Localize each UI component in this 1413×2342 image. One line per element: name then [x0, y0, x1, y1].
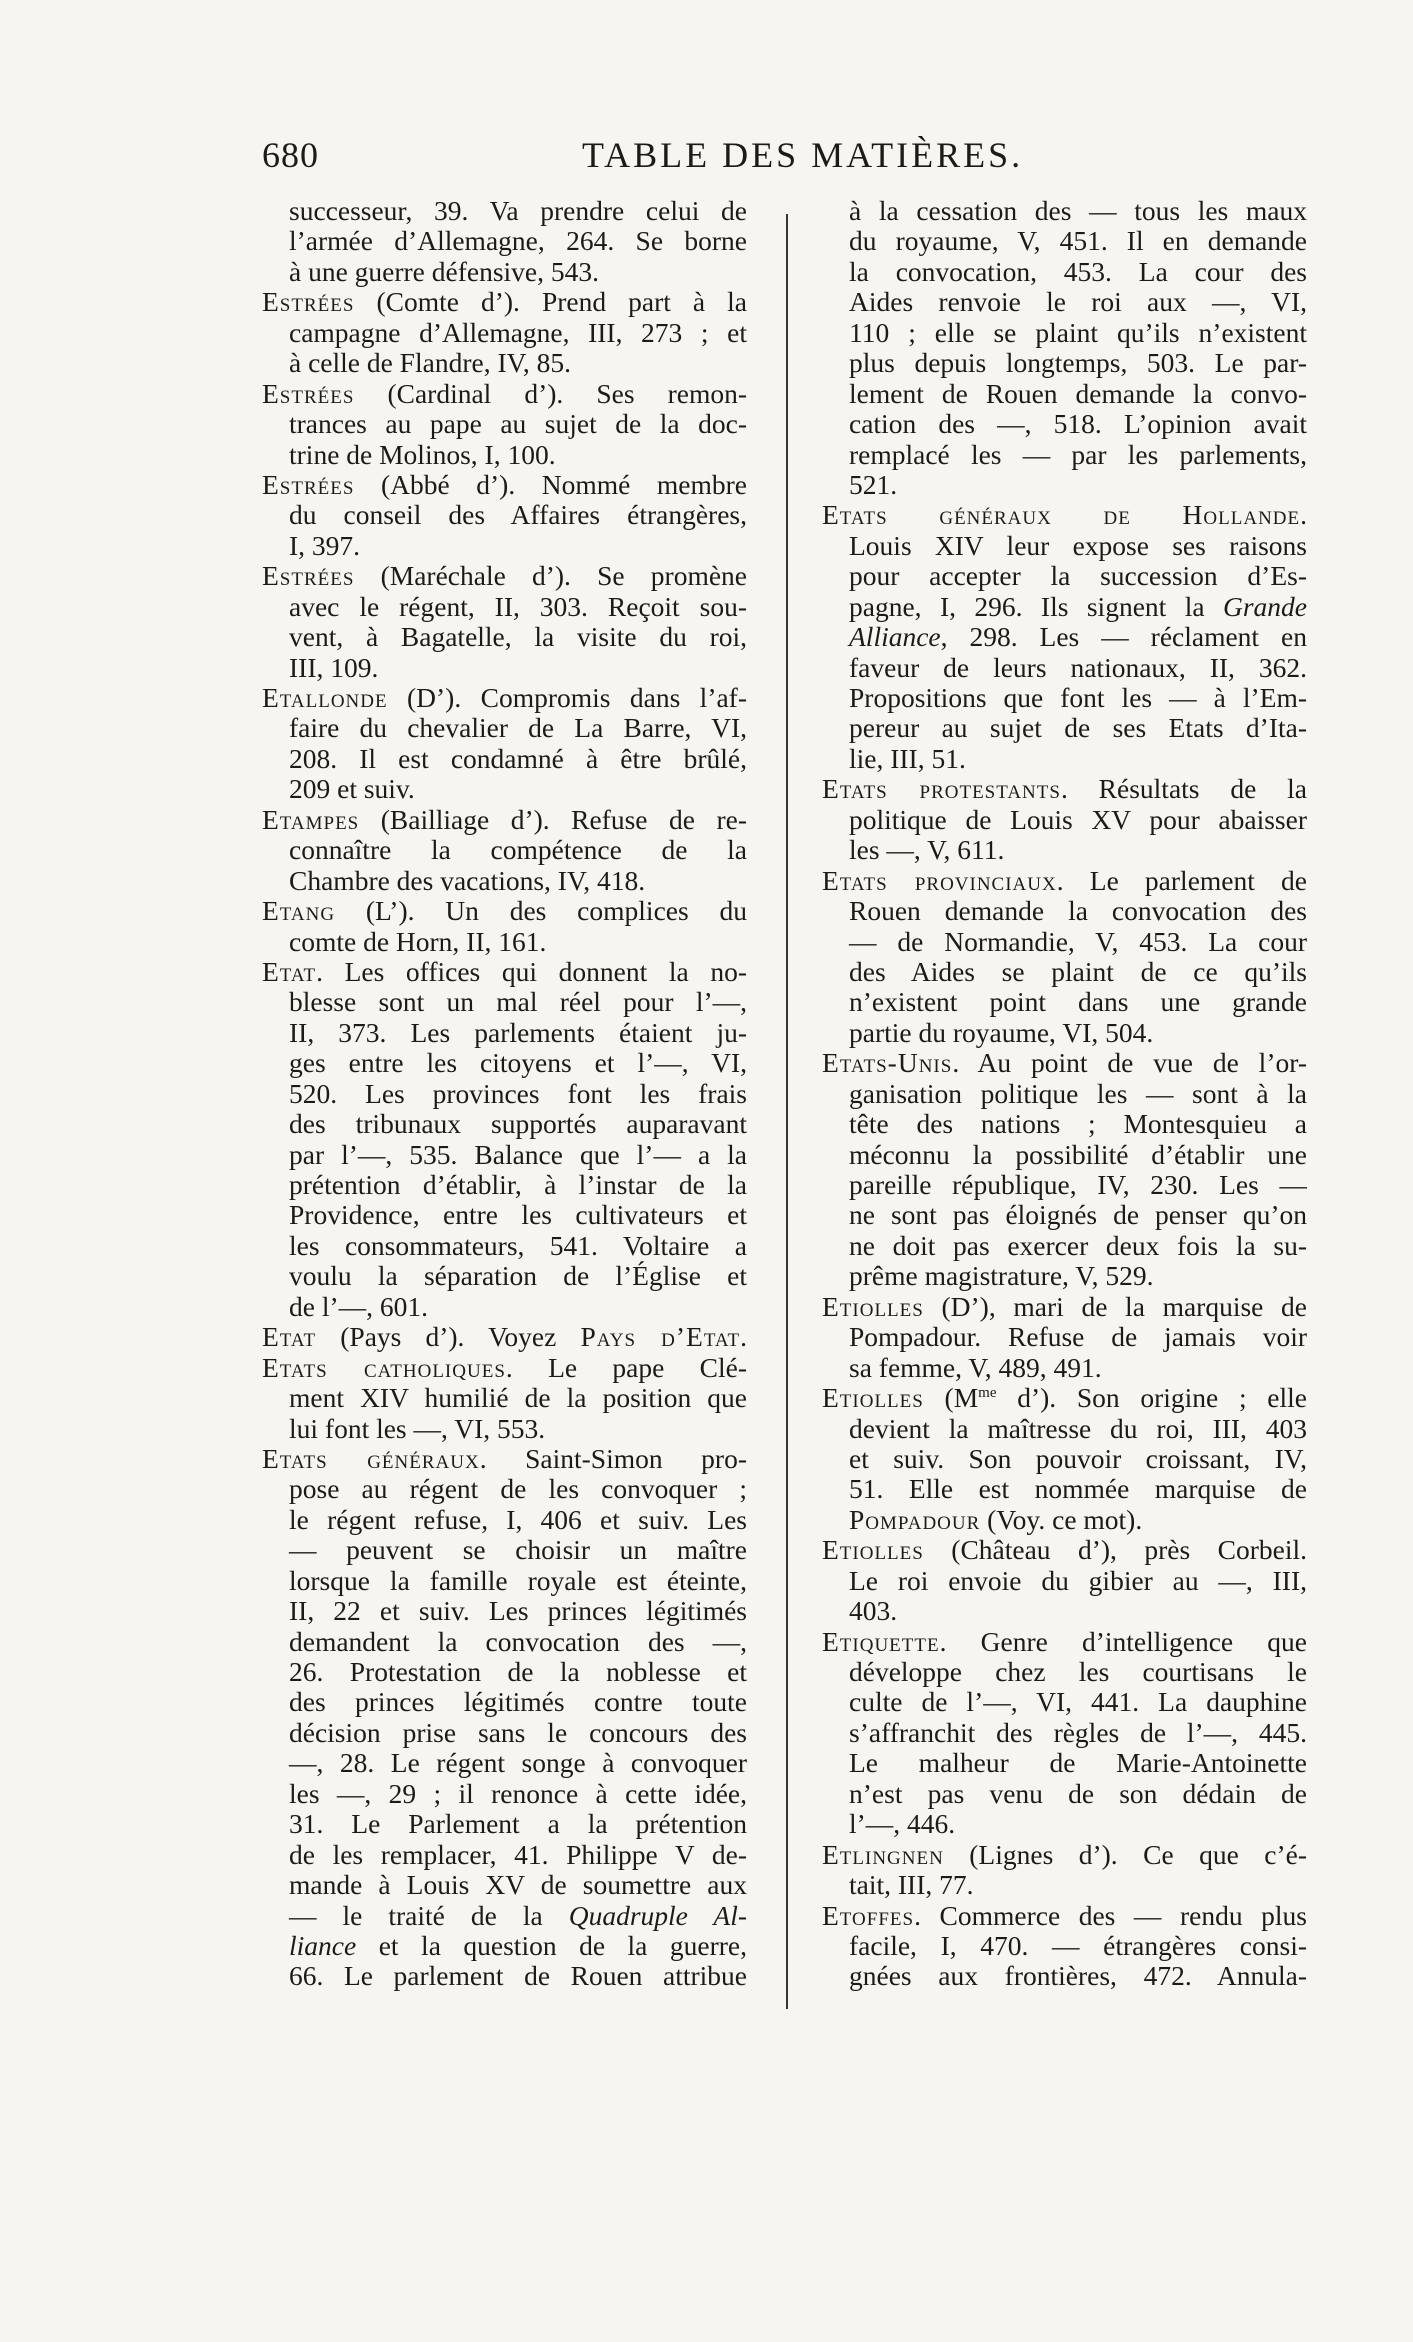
entry-text: plus depuis longtemps, 503. Le par- [849, 348, 1307, 379]
entry-text: l’—, 446. [849, 1809, 956, 1840]
entry-text: à la cessation des — tous les maux [849, 196, 1307, 226]
text-line [262, 1657, 747, 1687]
text-line [262, 440, 747, 470]
entry-text: (Comte d’). Prend part à la [354, 287, 747, 318]
entry-heading: Estrées [262, 561, 355, 592]
entry-text: 31. Le Parlement a la prétention [289, 1809, 747, 1840]
entry-text: avec le régent, II, 303. Reçoit sou- [289, 591, 747, 622]
entry-text: ganisation politique les — sont à la [849, 1078, 1307, 1109]
text-line [822, 805, 1307, 835]
text-line [262, 957, 747, 987]
right-column [822, 196, 1307, 1992]
text-line [822, 1048, 1307, 1078]
entry-heading: Etiolles [822, 1535, 924, 1566]
entry-heading: Estrées [262, 469, 355, 500]
text-line [822, 1383, 1307, 1413]
entry-heading: Estrées [262, 378, 355, 409]
text-line [262, 287, 747, 317]
text-line [262, 1261, 747, 1291]
text-line [822, 1535, 1307, 1565]
entry-text: vent, à Bagatelle, la visite du roi, [289, 622, 747, 653]
text-line [262, 318, 747, 348]
entry-heading: Estrées [262, 287, 355, 318]
text-line [822, 622, 1307, 652]
text-line [822, 1687, 1307, 1717]
text-line [822, 713, 1307, 743]
text-line [262, 1353, 747, 1383]
entry-text: lorsque la famille royale est éteinte, [289, 1565, 747, 1596]
entry-text: (Cardinal d’). Ses remon- [354, 378, 747, 409]
text-line [262, 1140, 747, 1170]
text-line [822, 348, 1307, 378]
text-line [262, 561, 747, 591]
entry-text: (D’). Compromis dans l’af- [387, 683, 747, 713]
entry-text: . Le pape Clé- [505, 1352, 747, 1383]
text-line [822, 1474, 1307, 1504]
text-line [262, 653, 747, 683]
entry-text: (Lignes d’). Ce que c’é- [943, 1839, 1307, 1870]
text-line [822, 379, 1307, 409]
entry-text: II, 22 et suiv. Les princes légitimés [289, 1596, 747, 1627]
entry-heading: Etats provinciaux [822, 865, 1057, 896]
entry-text: faire du chevalier de La Barre, VI, [289, 713, 747, 744]
entry-text: . Au point de vue de l’or- [952, 1048, 1307, 1079]
entry-text: mande à Louis XV de soumettre aux [289, 1870, 747, 1901]
text-line [822, 1261, 1307, 1291]
text-line [262, 1718, 747, 1748]
text-line [822, 287, 1307, 317]
text-line [822, 500, 1307, 530]
text-line [822, 1322, 1307, 1352]
entry-text: les —, 29 ; il renonce à cette idée, [289, 1778, 747, 1809]
entry-text: (L’). Un des complices du [335, 896, 747, 927]
text-line [822, 1444, 1307, 1474]
text-line [262, 1687, 747, 1717]
text-line [822, 1657, 1307, 1687]
text-line [262, 1414, 747, 1444]
text-line [822, 1596, 1307, 1626]
text-line [822, 927, 1307, 957]
entry-text: Propositions que font les — à l’Em- [849, 683, 1307, 713]
entry-text: pareille république, IV, 230. Les — [849, 1170, 1307, 1200]
entry-text: blesse sont un mal réel pour l’—, [289, 987, 747, 1018]
text-line [262, 1870, 747, 1900]
entry-text: culte de l’—, VI, 441. La dauphine [849, 1687, 1307, 1718]
text-line [822, 196, 1307, 226]
text-line [262, 500, 747, 530]
entry-text: ne sont pas éloignés de penser qu’on [849, 1200, 1307, 1231]
text-line [822, 1840, 1307, 1870]
entry-heading: Etoffes [822, 1900, 915, 1931]
entry-text: la convocation, 453. La cour des [849, 256, 1307, 287]
text-line [262, 1474, 747, 1504]
text-line [262, 744, 747, 774]
text-line [822, 257, 1307, 287]
text-line [262, 196, 747, 226]
entry-text: 521. [849, 469, 898, 500]
text-line [262, 1840, 747, 1870]
entry-heading: Etiolles [822, 1291, 924, 1322]
text-line [262, 1170, 747, 1200]
text-line [262, 1383, 747, 1413]
text-line [262, 470, 747, 500]
entry-heading: Etats généraux [262, 1443, 480, 1474]
entry-text: pereur au sujet de ses Etats d’Ita- [849, 713, 1307, 744]
entry-text: lui font les —, VI, 553. [289, 1413, 546, 1444]
text-line [262, 683, 747, 713]
entry-text: l’armée d’Allemagne, 264. Se borne [289, 226, 747, 257]
text-line [262, 592, 747, 622]
entry-text: prême magistrature, V, 529. [849, 1261, 1154, 1292]
entry-heading: Etats-Unis [822, 1048, 953, 1079]
entry-text: décision prise sans le concours des [289, 1717, 747, 1748]
text-line [262, 1961, 747, 1991]
italic-title: Grande [1222, 591, 1307, 622]
entry-text: lement de Rouen demande la convo- [849, 378, 1307, 409]
entry-text: — peuvent se choisir un maître [289, 1535, 747, 1566]
entry-text: . Saint-Simon pro- [479, 1443, 747, 1474]
entry-text: et suiv. Son pouvoir croissant, IV, [849, 1443, 1307, 1474]
entry-text: et la question de la guerre, [356, 1930, 747, 1961]
text-line [822, 683, 1307, 713]
entry-text: d’). Son origine ; elle [996, 1383, 1307, 1414]
page-number: 680 [262, 135, 319, 175]
entry-text: . [1300, 500, 1307, 531]
entry-text: s’affranchit des règles de l’—, 445. [849, 1717, 1307, 1748]
text-line [262, 1444, 747, 1474]
entry-text: campagne d’Allemagne, III, 273 ; et [289, 317, 747, 348]
page-header [262, 134, 1302, 186]
entry-text: . Les offices qui donnent la no- [316, 956, 747, 987]
entry-text: pour accepter la succession d’Es- [849, 561, 1307, 592]
cross-reference: Pompadour [849, 1504, 981, 1535]
text-line [822, 957, 1307, 987]
text-line [822, 1901, 1307, 1931]
text-line [822, 1627, 1307, 1657]
text-line [822, 318, 1307, 348]
entry-text: le régent refuse, I, 406 et suiv. Les [289, 1504, 747, 1535]
entry-text: à une guerre défensive, 543. [289, 256, 600, 287]
entry-text: connaître la compétence de la [289, 835, 747, 866]
text-line [262, 1627, 747, 1657]
text-line [262, 348, 747, 378]
superscript: me [978, 1384, 997, 1401]
text-line [822, 653, 1307, 683]
text-line [822, 561, 1307, 591]
text-line [822, 592, 1307, 622]
entry-text: n’est pas venu de son dédain de [849, 1778, 1307, 1809]
italic-title: liance [289, 1930, 357, 1961]
entry-text: facile, I, 470. — étrangères consi- [849, 1930, 1307, 1961]
entry-text: les —, V, 611. [849, 835, 1005, 866]
text-line [262, 927, 747, 957]
entry-text: (Pays d’). Voyez [316, 1322, 581, 1353]
entry-text: III, 109. [289, 652, 379, 683]
entry-text: 110 ; elle se plaint qu’ils n’existent [849, 317, 1307, 348]
text-line [822, 409, 1307, 439]
text-line [822, 1870, 1307, 1900]
entry-text: . Résultats de la [1060, 774, 1307, 805]
entry-text: Rouen demande la convocation des [849, 896, 1307, 927]
text-line [262, 1231, 747, 1261]
entry-text: ment XIV humilié de la position que [289, 1383, 747, 1414]
text-line [822, 1018, 1307, 1048]
text-line [262, 1079, 747, 1109]
entry-text: voulu la séparation de l’Église et [289, 1261, 747, 1292]
text-line [262, 1109, 747, 1139]
entry-text: . Le parlement de [1056, 865, 1307, 896]
entry-text: (Château d’), près Corbeil. [923, 1535, 1307, 1566]
text-line [262, 1809, 747, 1839]
text-line [262, 1200, 747, 1230]
entry-text: . Commerce des — rendu plus [914, 1900, 1307, 1931]
text-line [262, 1779, 747, 1809]
text-line [822, 1140, 1307, 1170]
text-line [822, 774, 1307, 804]
entry-text: ne doit pas exercer deux fois la su- [849, 1230, 1307, 1261]
entry-text: . Genre d’intelligence que [939, 1626, 1307, 1657]
italic-title: Alliance [849, 622, 941, 653]
entry-text: (Maréchale d’). Se promène [354, 561, 747, 592]
text-line [822, 1353, 1307, 1383]
running-title: TABLE DES MATIÈRES. [582, 135, 1024, 175]
entry-text: à celle de Flandre, IV, 85. [289, 348, 572, 379]
entry-text: développe chez les courtisans le [849, 1657, 1307, 1687]
entry-text: Le malheur de Marie-Antoinette [849, 1748, 1307, 1779]
entry-heading: Etat [262, 1322, 317, 1353]
text-line [822, 1748, 1307, 1778]
text-line [262, 774, 747, 804]
text-line [262, 1018, 747, 1048]
text-line [262, 1566, 747, 1596]
text-line [822, 744, 1307, 774]
cross-reference: Pays d’Etat [580, 1322, 741, 1353]
entry-text: 26. Protestation de la noblesse et [289, 1657, 747, 1687]
entry-text: successeur, 39. Va prendre celui de [289, 196, 747, 226]
text-line [262, 1322, 747, 1352]
entry-text: I, 397. [289, 530, 361, 561]
text-line [262, 379, 747, 409]
entry-text: trine de Molinos, I, 100. [289, 439, 556, 470]
entry-heading: Etats catholiques [262, 1352, 506, 1383]
entry-text: devient la maîtresse du roi, III, 403 [849, 1413, 1307, 1444]
left-column [262, 196, 747, 1992]
entry-heading: Etampes [262, 804, 360, 835]
text-line [822, 1809, 1307, 1839]
text-line [262, 1048, 747, 1078]
entry-text: de les remplacer, 41. Philippe V de- [289, 1839, 747, 1870]
entry-text: (M [923, 1383, 979, 1414]
entry-text: méconnu la possibilité d’établir une [849, 1139, 1307, 1170]
entry-text: (Voy. ce mot). [980, 1504, 1143, 1535]
entry-text: Providence, entre les cultivateurs et [289, 1200, 747, 1231]
entry-text: 208. Il est condamné à être brûlé, [289, 743, 747, 774]
text-line [822, 896, 1307, 926]
text-line [262, 835, 747, 865]
entry-text: tête des nations ; Montesquieu a [849, 1109, 1307, 1140]
entry-text: du royaume, V, 451. Il en demande [849, 226, 1307, 257]
text-line [822, 1292, 1307, 1322]
entry-text: 403. [849, 1596, 898, 1627]
entry-text: — de Normandie, V, 453. La cour [849, 926, 1307, 957]
entry-text: de l’—, 601. [289, 1291, 429, 1322]
entry-heading: Etang [262, 896, 336, 927]
text-line [822, 1566, 1307, 1596]
entry-text: les consommateurs, 541. Voltaire a [289, 1230, 747, 1261]
text-line [822, 1079, 1307, 1109]
entry-text: comte de Horn, II, 161. [289, 926, 547, 957]
entry-heading: Etlingnen [822, 1839, 944, 1870]
entry-heading: Etats généraux de Hollande [822, 500, 1301, 531]
entry-heading: Etiolles [822, 1383, 924, 1414]
entry-text: politique de Louis XV pour abaisser [849, 804, 1307, 835]
text-line [262, 866, 747, 896]
entry-text: . [740, 1322, 747, 1353]
entry-text: Aides renvoie le roi aux —, VI, [849, 287, 1307, 318]
text-line [822, 1200, 1307, 1230]
entry-text: Le roi envoie du gibier au —, III, [849, 1565, 1307, 1596]
entry-text: du conseil des Affaires étrangères, [289, 500, 747, 531]
entry-text: Chambre des vacations, IV, 418. [289, 865, 646, 896]
text-line [822, 1505, 1307, 1535]
entry-text: cation des —, 518. L’opinion avait [849, 409, 1307, 440]
italic-title: Quadruple Al- [568, 1900, 747, 1931]
entry-text: Louis XIV leur expose ses raisons [849, 530, 1307, 561]
column-rule [786, 214, 788, 2009]
entry-text: —, 28. Le régent songe à convoquer [289, 1748, 747, 1779]
text-line [822, 531, 1307, 561]
entry-text: des princes légitimés contre toute [289, 1687, 747, 1718]
text-line [822, 1961, 1307, 1991]
text-line [822, 1718, 1307, 1748]
entry-heading: Etat [262, 956, 317, 987]
entry-text: sa femme, V, 489, 491. [849, 1352, 1102, 1383]
entry-text: 520. Les provinces font les frais [289, 1078, 747, 1109]
text-line [822, 835, 1307, 865]
entry-text: 51. Elle est nommée marquise de [849, 1474, 1307, 1505]
entry-text: trances au pape au sujet de la doc- [289, 409, 747, 440]
entry-text: lie, III, 51. [849, 743, 966, 774]
text-line [262, 257, 747, 287]
entry-text: tait, III, 77. [849, 1870, 974, 1901]
entry-text: remplacé les — par les parlements, [849, 439, 1307, 470]
text-line [822, 866, 1307, 896]
entry-text: (Bailliage d’). Refuse de re- [359, 804, 747, 835]
entry-text: partie du royaume, VI, 504. [849, 1017, 1154, 1048]
entry-text: ges entre les citoyens et l’—, VI, [289, 1048, 747, 1079]
entry-text: pagne, I, 296. Ils signent la [849, 591, 1223, 622]
text-line [822, 1231, 1307, 1261]
text-line [262, 531, 747, 561]
text-line [822, 1414, 1307, 1444]
text-line [822, 1931, 1307, 1961]
text-line [262, 1931, 747, 1961]
text-line [822, 440, 1307, 470]
entry-text: — le traité de la [289, 1900, 569, 1931]
text-line [262, 622, 747, 652]
text-line [262, 1748, 747, 1778]
entry-text: demandent la convocation des —, [289, 1626, 747, 1657]
text-line [822, 226, 1307, 256]
entry-text: pose au régent de les convoquer ; [289, 1474, 747, 1505]
entry-text: par l’—, 535. Balance que l’— a la [289, 1139, 747, 1170]
text-line [822, 987, 1307, 1017]
entry-text: II, 373. Les parlements étaient ju- [289, 1017, 747, 1048]
text-line [262, 805, 747, 835]
text-line [262, 987, 747, 1017]
text-line [262, 896, 747, 926]
entry-text: 66. Le parlement de Rouen attribue [289, 1961, 747, 1992]
entry-text: des tribunaux supportés auparavant [289, 1109, 747, 1140]
text-line [262, 1535, 747, 1565]
entry-heading: Etiquette [822, 1626, 940, 1657]
text-line [262, 1505, 747, 1535]
text-line [822, 1170, 1307, 1200]
entry-text: gnées aux frontières, 472. Annula- [849, 1961, 1307, 1992]
text-line [822, 470, 1307, 500]
entry-text: (Abbé d’). Nommé membre [354, 469, 747, 500]
text-line [262, 1596, 747, 1626]
entry-heading: Etats protestants [822, 774, 1061, 805]
entry-text: , 298. Les — réclament en [940, 622, 1307, 653]
text-line [262, 226, 747, 256]
entry-text: 209 et suiv. [289, 774, 415, 805]
text-line [822, 1779, 1307, 1809]
entry-text: faveur de leurs nationaux, II, 362. [849, 652, 1307, 683]
text-line [262, 1901, 747, 1931]
text-line [262, 1292, 747, 1322]
entry-text: prétention d’établir, à l’instar de la [289, 1170, 747, 1200]
entry-text: n’existent point dans une grande [849, 987, 1307, 1018]
entry-text: des Aides se plaint de ce qu’ils [849, 956, 1307, 987]
entry-heading: Etallonde [262, 683, 388, 713]
entry-text: Pompadour. Refuse de jamais voir [849, 1322, 1307, 1353]
text-line [262, 409, 747, 439]
entry-text: (D’), mari de la marquise de [923, 1291, 1307, 1322]
text-line [822, 1109, 1307, 1139]
text-line [262, 713, 747, 743]
